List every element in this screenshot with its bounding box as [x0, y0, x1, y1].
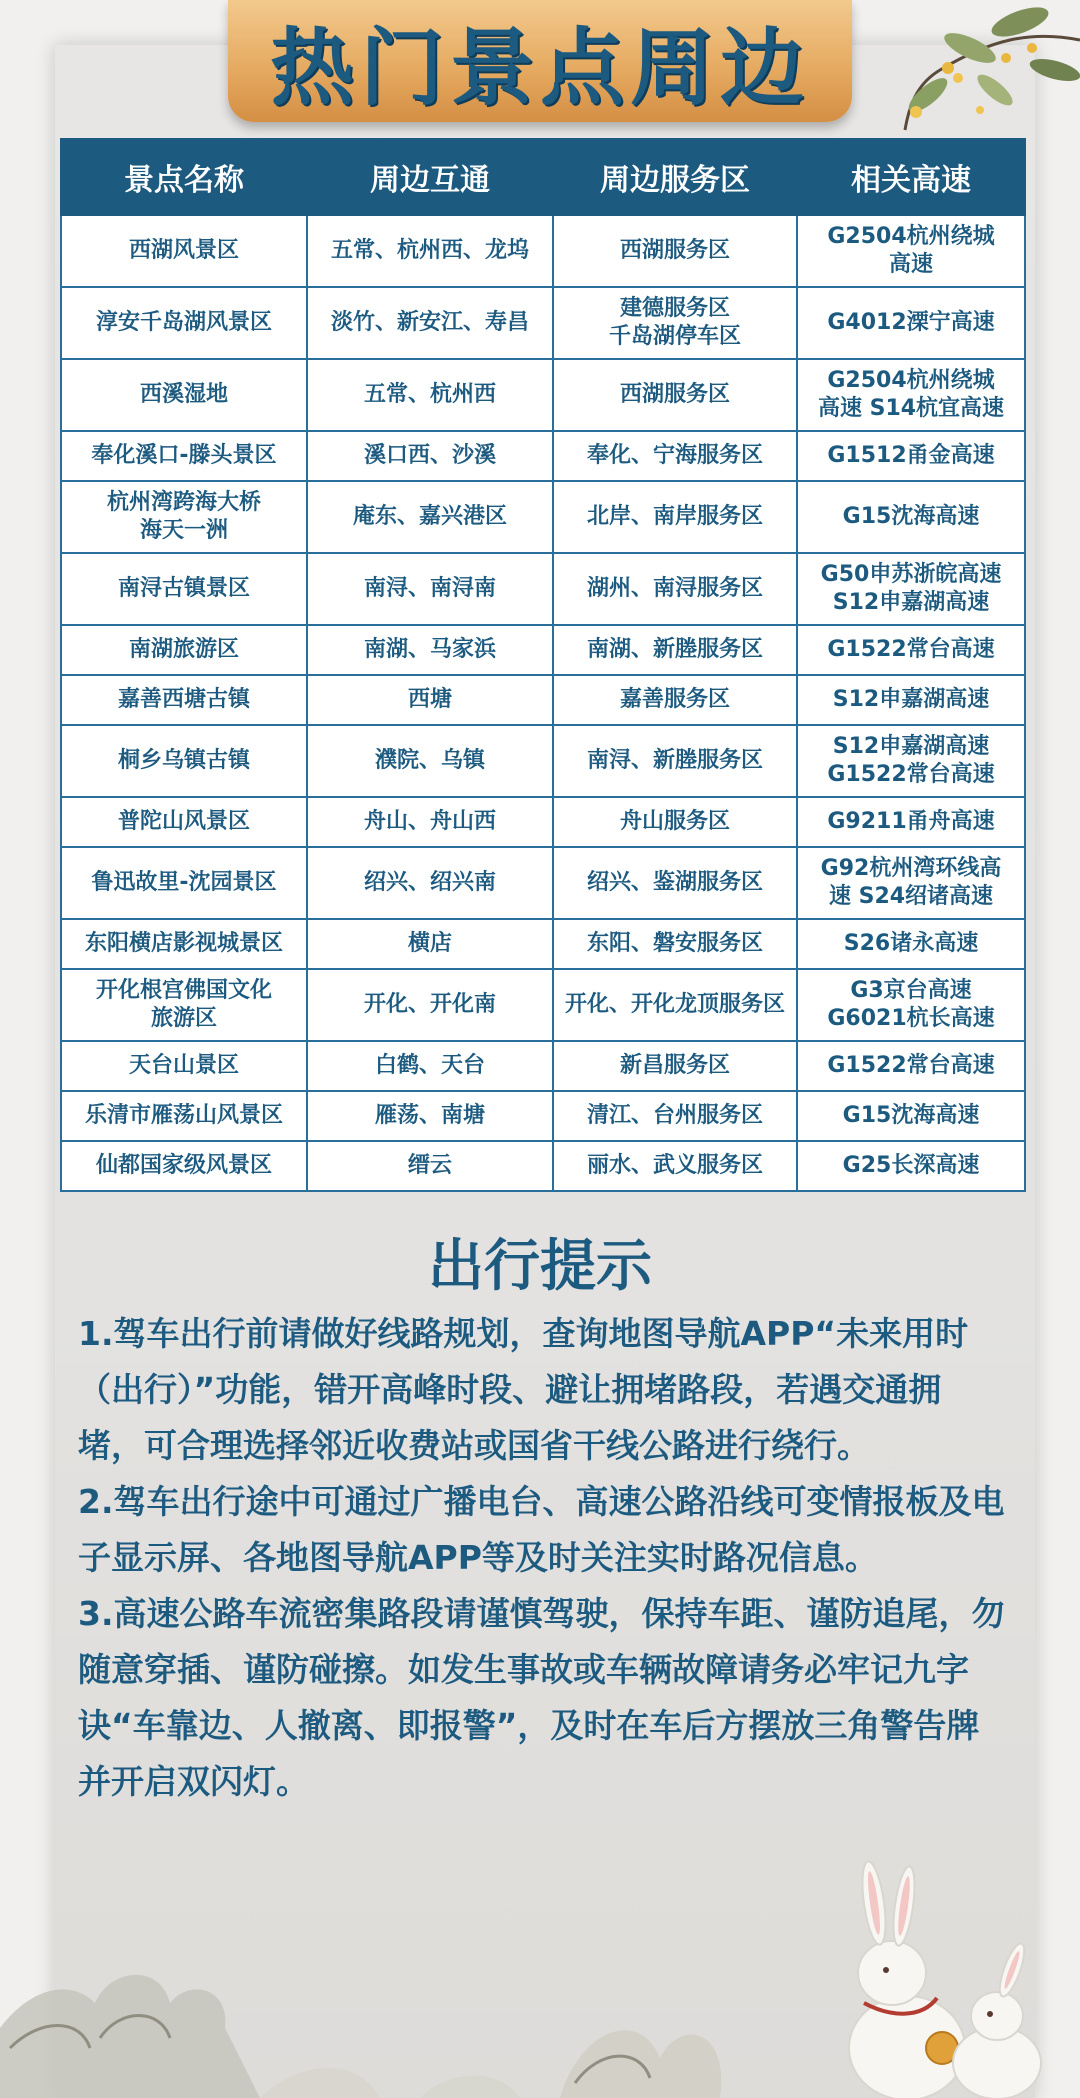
- table-cell: 东阳、磐安服务区: [553, 919, 797, 969]
- table-row: [61, 215, 1025, 287]
- table-cell: 南湖、马家浜: [307, 625, 553, 675]
- table-cell: 南湖、新塍服务区: [553, 625, 797, 675]
- table-cell: 北岸、南岸服务区: [553, 481, 797, 553]
- table-cell: 开化根宫佛国文化 旅游区: [61, 969, 307, 1041]
- title-banner: [228, 0, 852, 122]
- table-cell: 五常、杭州西、龙坞: [307, 215, 553, 287]
- rabbit-pair-icon: [812, 1858, 1062, 2098]
- table-row: [61, 1141, 1025, 1191]
- table-row: [61, 431, 1025, 481]
- table-cell: 西湖服务区: [553, 359, 797, 431]
- table-row: [61, 287, 1025, 359]
- table-cell: 绍兴、鉴湖服务区: [553, 847, 797, 919]
- osmanthus-branch-icon: [820, 0, 1080, 150]
- table-cell: 开化、开化龙顶服务区: [553, 969, 797, 1041]
- table-cell: 仙都国家级风景区: [61, 1141, 307, 1191]
- table-cell: G1512甬金高速: [797, 431, 1025, 481]
- table-row: [61, 481, 1025, 553]
- table-cell: 鲁迅故里-沈园景区: [61, 847, 307, 919]
- table-row: [61, 1091, 1025, 1141]
- table-row: [61, 675, 1025, 725]
- table-row: [61, 797, 1025, 847]
- table-cell: 淳安千岛湖风景区: [61, 287, 307, 359]
- table-row: [61, 1041, 1025, 1091]
- table-cell: G2504杭州绕城 高速: [797, 215, 1025, 287]
- table-cell: 开化、开化南: [307, 969, 553, 1041]
- table-cell: 建德服务区 千岛湖停车区: [553, 287, 797, 359]
- table-cell: 新昌服务区: [553, 1041, 797, 1091]
- table-cell: 西湖风景区: [61, 215, 307, 287]
- header-cell: 景点名称: [61, 139, 307, 215]
- attractions-table: [60, 138, 1026, 1192]
- table-cell: 南浔古镇景区: [61, 553, 307, 625]
- tip-item: 3.高速公路车流密集路段请谨慎驾驶，保持车距、谨防追尾，勿随意穿插、谨防碰擦。如发生事故或车辆故障请务必牢记九字诀“车靠边、人撤离、即报警”，及时在车后方摆放三角警告牌并开启双闪灯。: [78, 1594, 1005, 1801]
- table-cell: 天台山景区: [61, 1041, 307, 1091]
- table-cell: 舟山服务区: [553, 797, 797, 847]
- tip-item: 1.驾车出行前请做好线路规划，查询地图导航APP“未来用时（出行）”功能，错开高峰时段、避让拥堵路段，若遇交通拥堵，可合理选择邻近收费站或国省干线公路进行绕行。: [78, 1314, 969, 1465]
- table-cell: 嘉善服务区: [553, 675, 797, 725]
- table-cell: G9211甬舟高速: [797, 797, 1025, 847]
- table-row: [61, 919, 1025, 969]
- table-cell: G25长深高速: [797, 1141, 1025, 1191]
- table-cell: 濮院、乌镇: [307, 725, 553, 797]
- table-cell: 白鹤、天台: [307, 1041, 553, 1091]
- table-cell: 溪口西、沙溪: [307, 431, 553, 481]
- tips-title: 出行提示: [428, 1234, 652, 1299]
- table-cell: 西塘: [307, 675, 553, 725]
- table-row: [61, 847, 1025, 919]
- table-row: [61, 625, 1025, 675]
- header-cell: 周边互通: [307, 139, 553, 215]
- table-cell: 绍兴、绍兴南: [307, 847, 553, 919]
- table-cell: 湖州、南浔服务区: [553, 553, 797, 625]
- page-title: 热门景点周边: [269, 18, 810, 117]
- table-cell: 杭州湾跨海大桥 海天一洲: [61, 481, 307, 553]
- table-cell: 南浔、南浔南: [307, 553, 553, 625]
- table-cell: G1522常台高速: [797, 625, 1025, 675]
- table-cell: 缙云: [307, 1141, 553, 1191]
- table-row: [61, 725, 1025, 797]
- table-cell: G3京台高速 G6021杭长高速: [797, 969, 1025, 1041]
- table-cell: S26诸永高速: [797, 919, 1025, 969]
- table-cell: S12申嘉湖高速 G1522常台高速: [797, 725, 1025, 797]
- table-cell: 雁荡、南塘: [307, 1091, 553, 1141]
- table-cell: 西溪湿地: [61, 359, 307, 431]
- table-cell: 南湖旅游区: [61, 625, 307, 675]
- tip-item: 2.驾车出行途中可通过广播电台、高速公路沿线可变情报板及电子显示屏、各地图导航APP等及时关注实时路况信息。: [78, 1482, 1005, 1577]
- table-cell: 桐乡乌镇古镇: [61, 725, 307, 797]
- table-header-row: [61, 139, 1025, 215]
- table-cell: 庵东、嘉兴港区: [307, 481, 553, 553]
- table-cell: 西湖服务区: [553, 215, 797, 287]
- table-cell: 清江、台州服务区: [553, 1091, 797, 1141]
- header-cell: 周边服务区: [553, 139, 797, 215]
- table-cell: 丽水、武义服务区: [553, 1141, 797, 1191]
- table-cell: 普陀山风景区: [61, 797, 307, 847]
- table-cell: 五常、杭州西: [307, 359, 553, 431]
- table-cell: 横店: [307, 919, 553, 969]
- header-cell: 相关高速: [797, 139, 1025, 215]
- table-cell: 淡竹、新安江、寿昌: [307, 287, 553, 359]
- table-cell: 嘉善西塘古镇: [61, 675, 307, 725]
- table-cell: G2504杭州绕城 高速 S14杭宜高速: [797, 359, 1025, 431]
- table-cell: G50申苏浙皖高速 S12申嘉湖高速: [797, 553, 1025, 625]
- table-cell: G4012溧宁高速: [797, 287, 1025, 359]
- table-row: [61, 359, 1025, 431]
- table-cell: G92杭州湾环线高 速 S24绍诸高速: [797, 847, 1025, 919]
- table-cell: 奉化溪口-滕头景区: [61, 431, 307, 481]
- table-cell: 乐清市雁荡山风景区: [61, 1091, 307, 1141]
- tips-body: [78, 1306, 1006, 1810]
- table-cell: G15沈海高速: [797, 481, 1025, 553]
- table-cell: 舟山、舟山西: [307, 797, 553, 847]
- table-row: [61, 553, 1025, 625]
- table-cell: G1522常台高速: [797, 1041, 1025, 1091]
- table-cell: 南浔、新塍服务区: [553, 725, 797, 797]
- table-cell: 奉化、宁海服务区: [553, 431, 797, 481]
- table-row: [61, 969, 1025, 1041]
- table-cell: G15沈海高速: [797, 1091, 1025, 1141]
- table-cell: 东阳横店影视城景区: [61, 919, 307, 969]
- table-cell: S12申嘉湖高速: [797, 675, 1025, 725]
